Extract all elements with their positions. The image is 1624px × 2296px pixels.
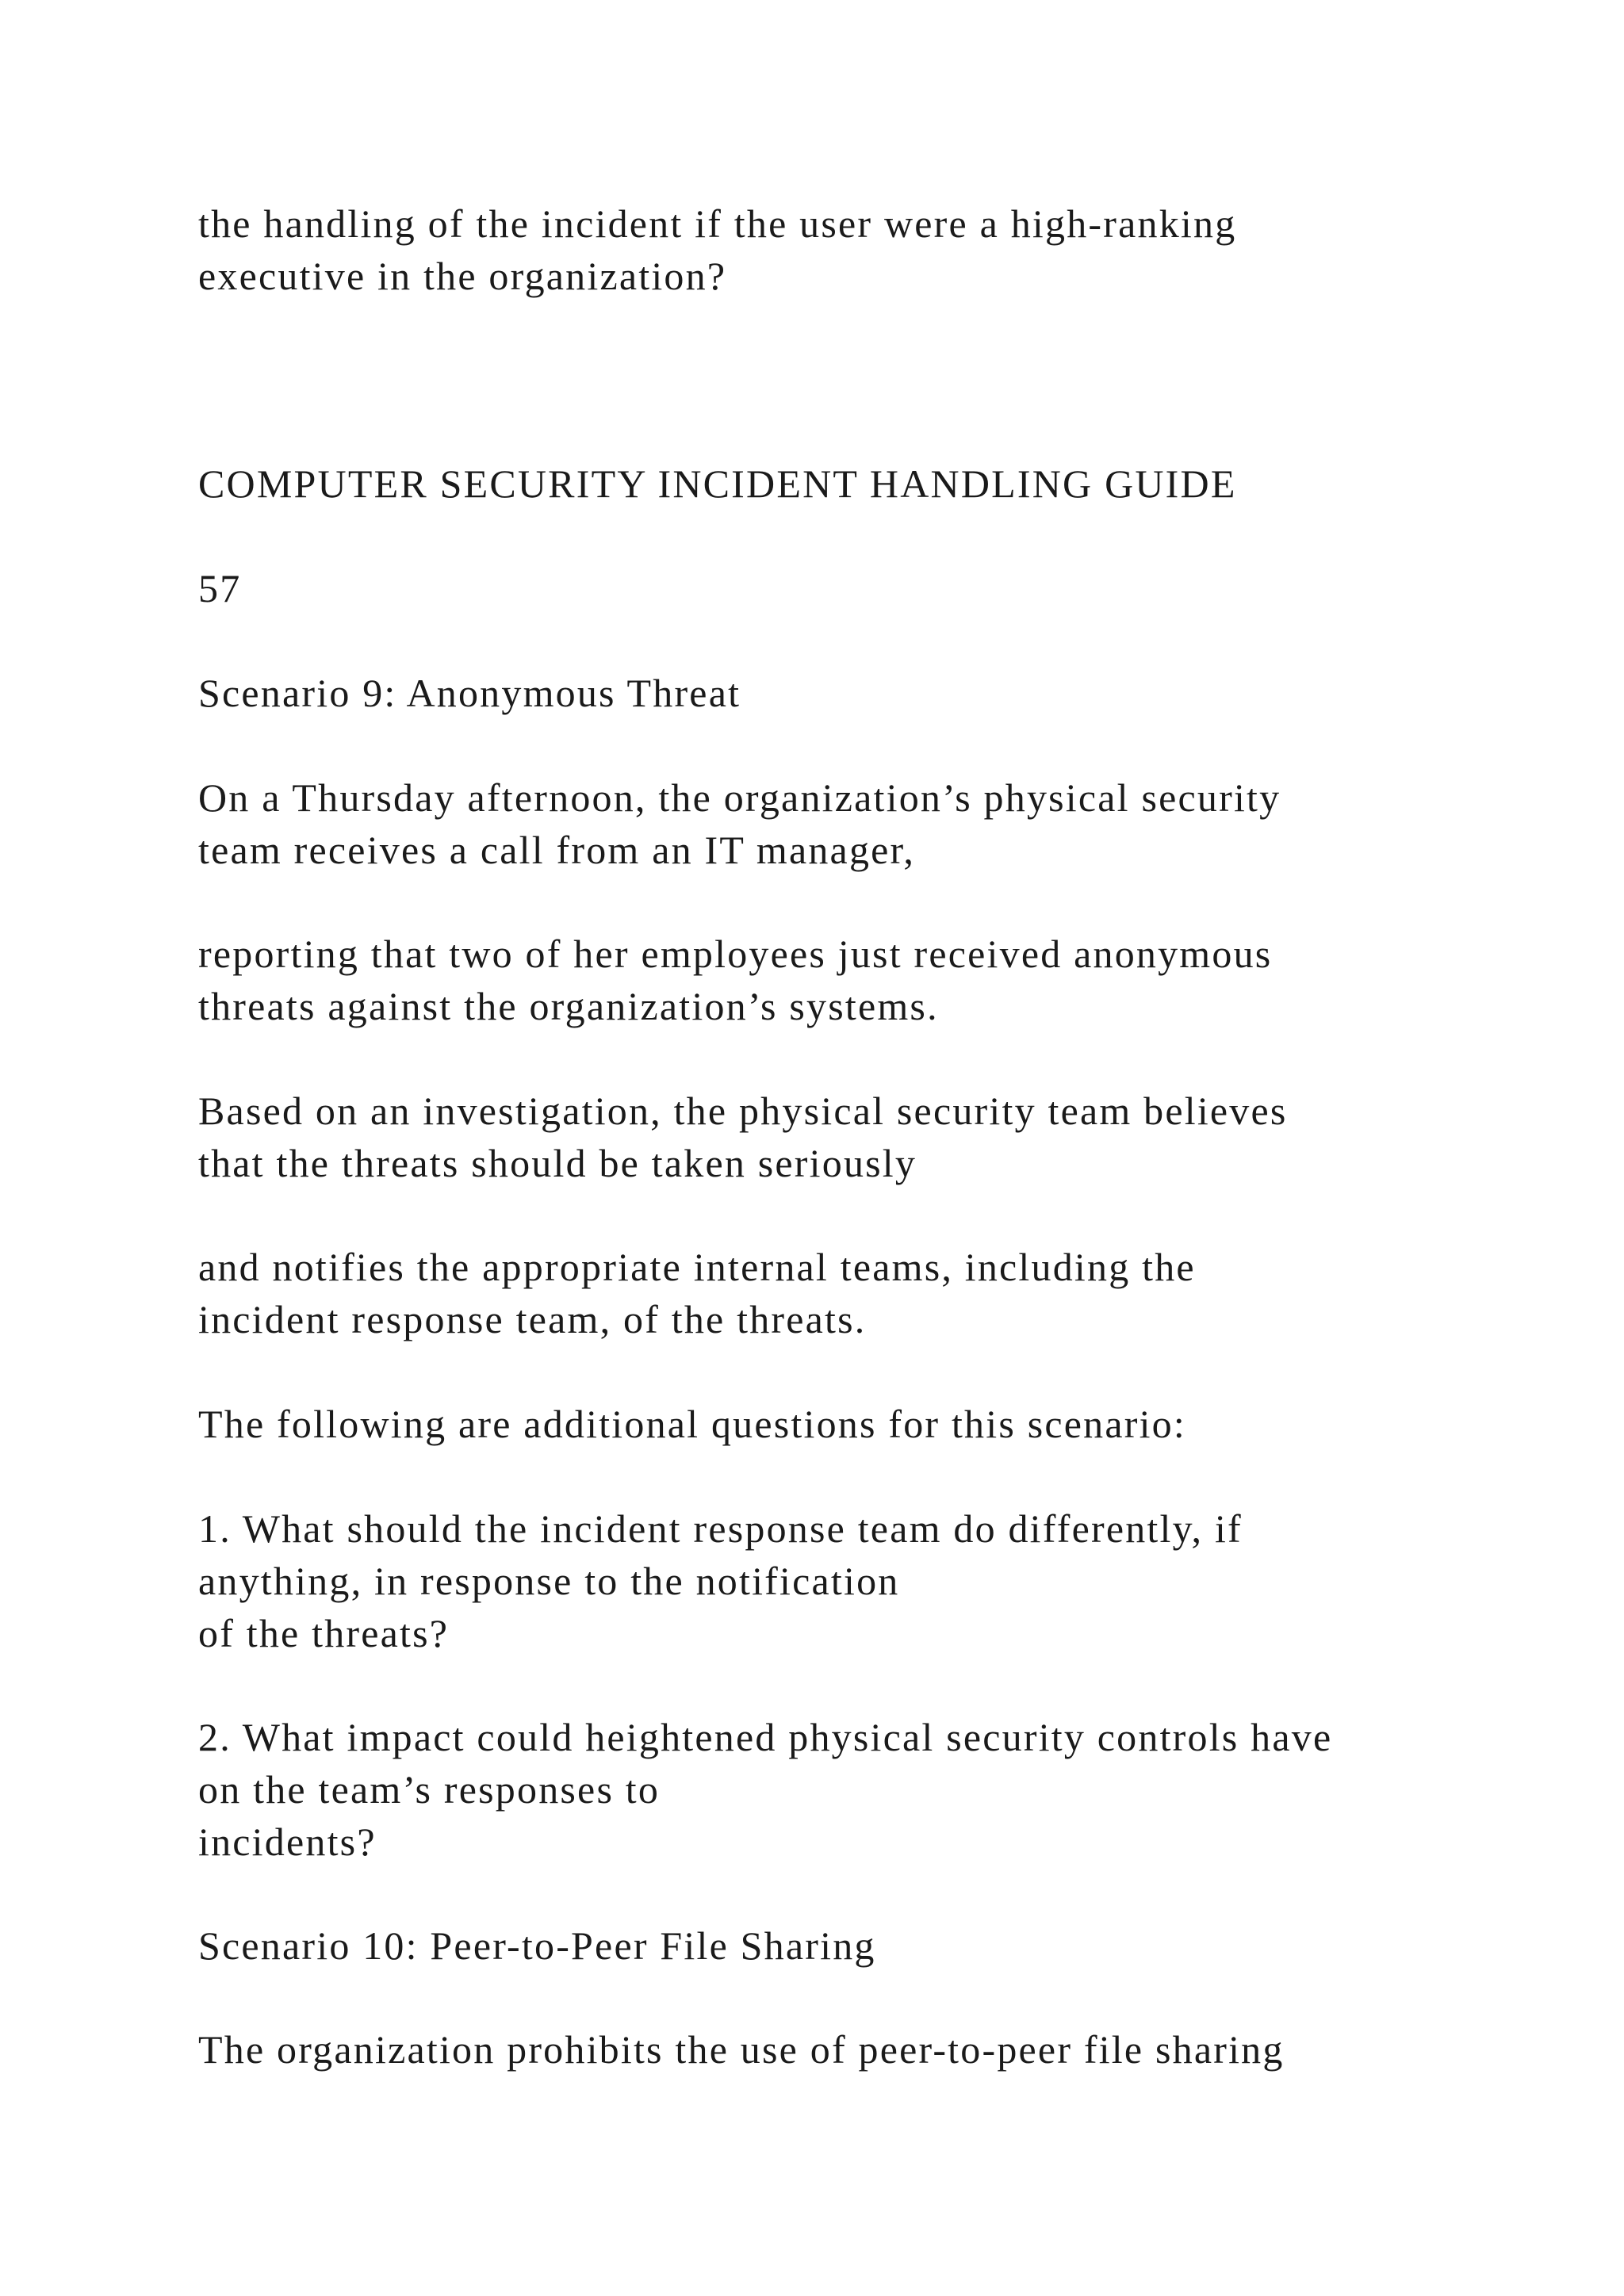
text-line: anything, in response to the notification: [198, 1559, 900, 1603]
text-line: reporting that two of her employees just received anonymous: [198, 932, 1273, 976]
text-line: and notifies the appropriate internal teams, including the: [198, 1245, 1196, 1289]
text-line: incidents?: [198, 1820, 377, 1864]
text-line: of the threats?: [198, 1611, 450, 1655]
text-line: team receives a call from an IT manager,: [198, 828, 916, 872]
text-line: The following are additional questions for this scenario:: [198, 1402, 1186, 1446]
text-line: executive in the organization?: [198, 254, 727, 298]
text-line: On a Thursday afternoon, the organization’s physical security: [198, 775, 1281, 820]
page-number: 57: [198, 566, 242, 610]
question-item: 2. What impact could heightened physical security controls have: [198, 1715, 1333, 1759]
text-line: incident response team, of the threats.: [198, 1297, 867, 1341]
running-header: COMPUTER SECURITY INCIDENT HANDLING GUIDE: [198, 461, 1237, 506]
text-line: threats against the organization’s systems.: [198, 984, 939, 1028]
text-line: on the team’s responses to: [198, 1767, 661, 1812]
text-line: the handling of the incident if the user were a high-ranking: [198, 201, 1237, 246]
text-line: Based on an investigation, the physical security team believes: [198, 1089, 1288, 1133]
text-line: that the threats should be taken seriously: [198, 1141, 917, 1185]
question-item: 1. What should the incident response team do differently, if: [198, 1506, 1243, 1551]
section-heading: Scenario 9: Anonymous Threat: [198, 671, 741, 715]
text-line: The organization prohibits the use of peer-to-peer file sharing: [198, 2027, 1285, 2072]
section-heading: Scenario 10: Peer-to-Peer File Sharing: [198, 1923, 876, 1968]
